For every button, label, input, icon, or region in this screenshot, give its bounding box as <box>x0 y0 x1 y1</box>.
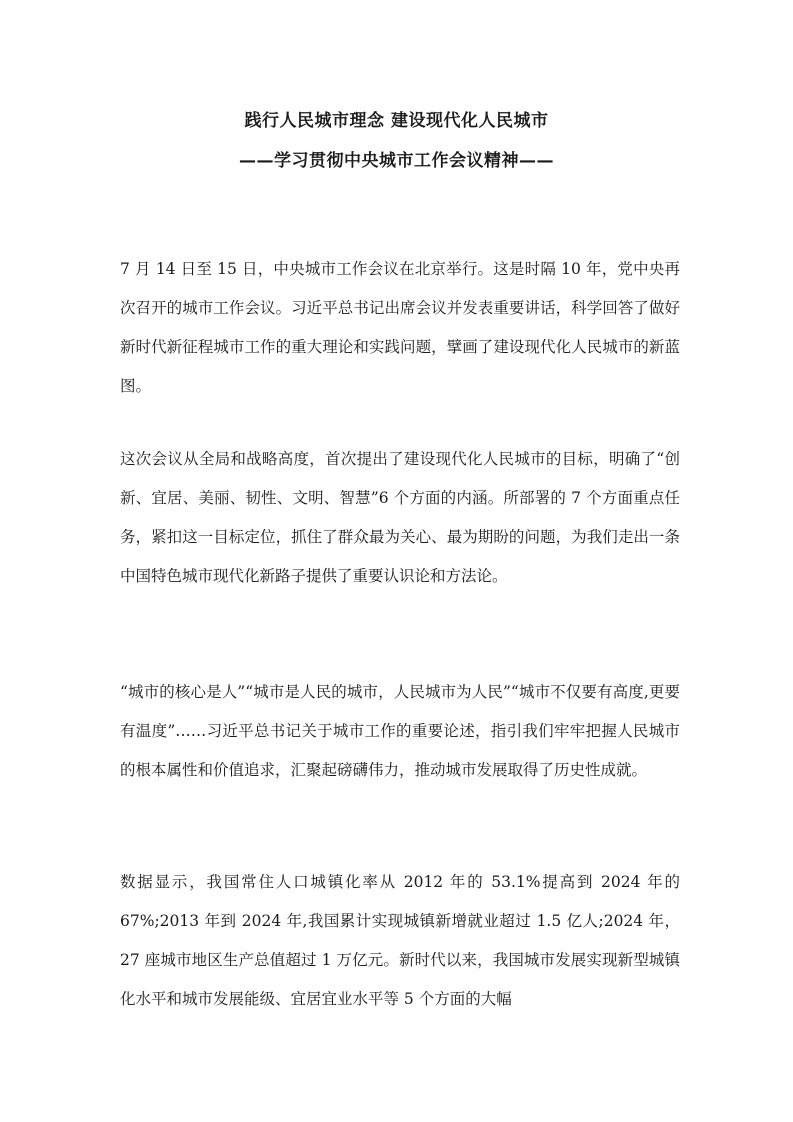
paragraph-3: “城市的核心是人”“城市是人民的城市，人民城市为人民”“城市不仅要有高度,更要有温度”……习近平总书记关于城市工作的重要论述，指引我们牢牢把握人民城市的根本属性和价值追求，汇聚起磅礴伟力，推动城市发展取得了历史性成就。 <box>120 683 680 779</box>
paragraph-1: 7 月 14 日至 15 日，中央城市工作会议在北京举行。这是时隔 10 年，党中央再次召开的城市工作会议。习近平总书记出席会议并发表重要讲话，科学回答了做好新时代新征程城市工作的重大理论和实践问题，擘画了建设现代化人民城市的新蓝图。 <box>120 260 680 395</box>
paragraph-2: 这次会议从全局和战略高度，首次提出了建设现代化人民城市的目标，明确了“创新、宜居、美丽、韧性、文明、智慧”6 个方面的内涵。所部署的 7 个方面重点任务，紧扣这一目标定位，抓住了群众最为关心、最为期盼的问题，为我们走出一条中国特色城市现代化新路子提供了重要认识论和方法论。 <box>120 450 680 585</box>
document-title: 践行人民城市理念 建设现代化人民城市 <box>244 111 549 131</box>
document-subtitle: ——学习贯彻中央城市工作会议精神—— <box>239 151 554 171</box>
paragraph-4: 数据显示，我国常住人口城镇化率从 2012 年的 53.1%提高到 2024 年的 67%;2013 年到 2024 年,我国累计实现城镇新增就业超过 1.5 亿人;2024 年，27 座城市地区生产总值超过 1 万亿元。新时代以来，我国城市发展实现新型城镇化水平和城市发展能级、宜居宜业水平等 5 个方面的大幅 <box>120 873 680 1008</box>
